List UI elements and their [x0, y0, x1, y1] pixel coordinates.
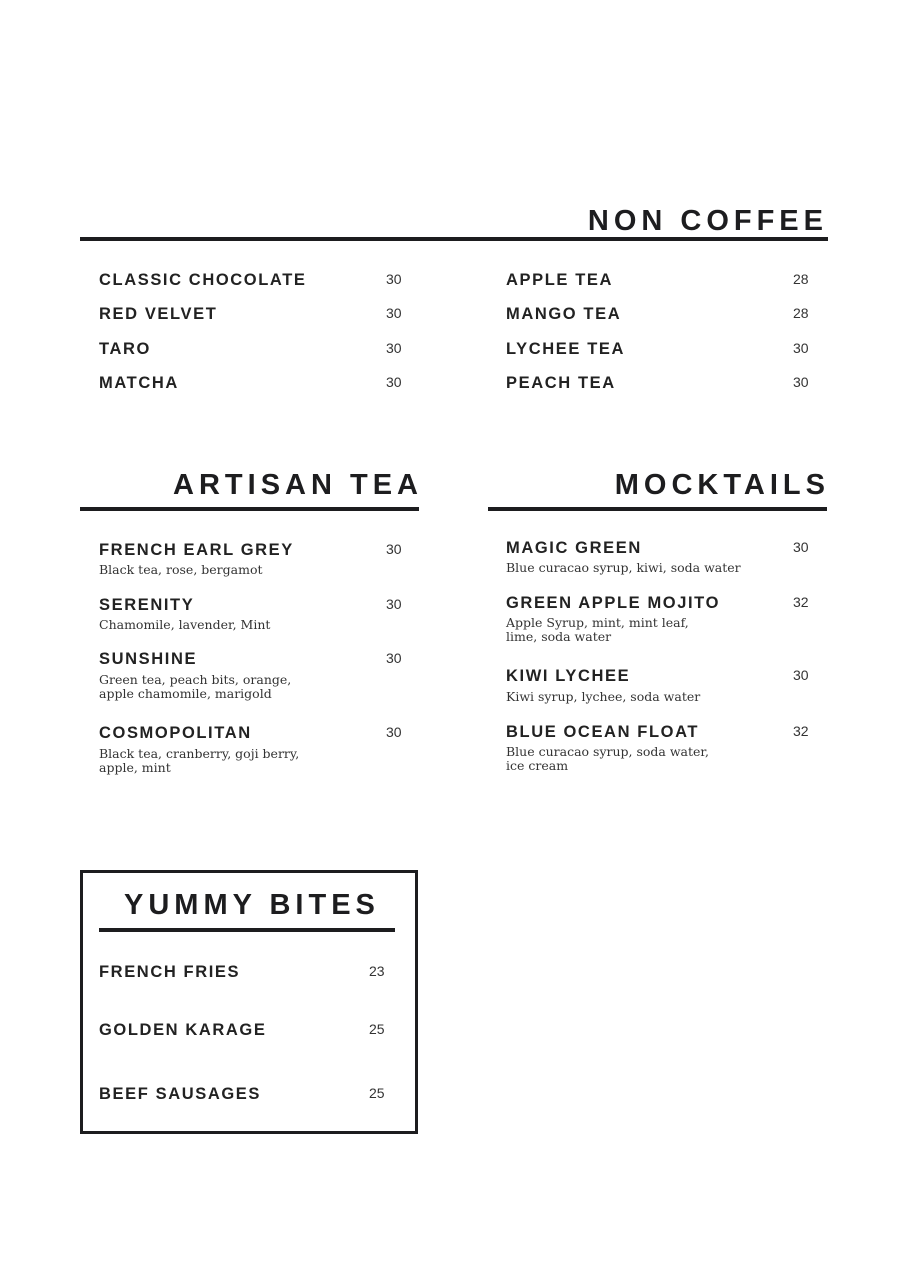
item-price: 30 [386, 650, 402, 666]
item-name: BLUE OCEAN FLOAT [506, 723, 700, 741]
item-price: 30 [793, 374, 809, 390]
item-price: 30 [386, 305, 402, 321]
item-price: 30 [386, 271, 402, 287]
item-price: 30 [386, 724, 402, 740]
item-name: PEACH TEA [506, 374, 616, 392]
item-price: 30 [386, 541, 402, 557]
item-description: Black tea, cranberry, goji berry, apple, mint [99, 746, 300, 775]
item-name: TARO [99, 340, 151, 358]
item-name: COSMOPOLITAN [99, 724, 252, 742]
item-name: MANGO TEA [506, 305, 622, 323]
item-price: 32 [793, 594, 809, 610]
item-description: Blue curacao syrup, kiwi, soda water [506, 560, 741, 575]
item-description: Kiwi syrup, lychee, soda water [506, 689, 701, 704]
item-description: Green tea, peach bits, orange, apple chamomile, marigold [99, 672, 292, 701]
item-price: 30 [793, 667, 809, 683]
section-title-mocktails: MOCKTAILS [614, 469, 830, 501]
item-description: Blue curacao syrup, soda water, ice cream [506, 744, 710, 773]
item-name: FRENCH FRIES [99, 963, 241, 981]
item-price: 28 [793, 271, 809, 287]
item-name: MATCHA [99, 374, 179, 392]
item-price: 32 [793, 723, 809, 739]
item-name: GOLDEN KARAGE [99, 1021, 267, 1039]
section-title-yummy-bites: YUMMY BITES [124, 889, 380, 921]
item-price: 30 [386, 374, 402, 390]
item-price: 25 [369, 1021, 385, 1037]
item-description: Black tea, rose, bergamot [99, 562, 263, 577]
item-price: 30 [386, 596, 402, 612]
item-description: Chamomile, lavender, Mint [99, 617, 271, 632]
section-title-non-coffee: NON COFFEE [587, 205, 828, 237]
item-name: MAGIC GREEN [506, 539, 642, 557]
item-name: RED VELVET [99, 305, 218, 323]
item-price: 23 [369, 963, 385, 979]
item-price: 25 [369, 1085, 385, 1101]
item-name: KIWI LYCHEE [506, 667, 631, 685]
item-name: SERENITY [99, 596, 195, 614]
item-price: 28 [793, 305, 809, 321]
section-rule [80, 237, 828, 241]
item-name: LYCHEE TEA [506, 340, 625, 358]
section-rule [80, 507, 419, 511]
item-name: SUNSHINE [99, 650, 198, 668]
item-name: FRENCH EARL GREY [99, 541, 294, 559]
item-name: APPLE TEA [506, 271, 613, 289]
section-rule [488, 507, 827, 511]
section-title-artisan-tea: ARTISAN TEA [173, 469, 423, 501]
item-name: CLASSIC CHOCOLATE [99, 271, 307, 289]
item-price: 30 [793, 340, 809, 356]
item-name: BEEF SAUSAGES [99, 1085, 261, 1103]
section-rule [99, 928, 395, 932]
item-name: GREEN APPLE MOJITO [506, 594, 720, 612]
item-description: Apple Syrup, mint, mint leaf, lime, soda water [506, 615, 689, 644]
item-price: 30 [793, 539, 809, 555]
item-price: 30 [386, 340, 402, 356]
